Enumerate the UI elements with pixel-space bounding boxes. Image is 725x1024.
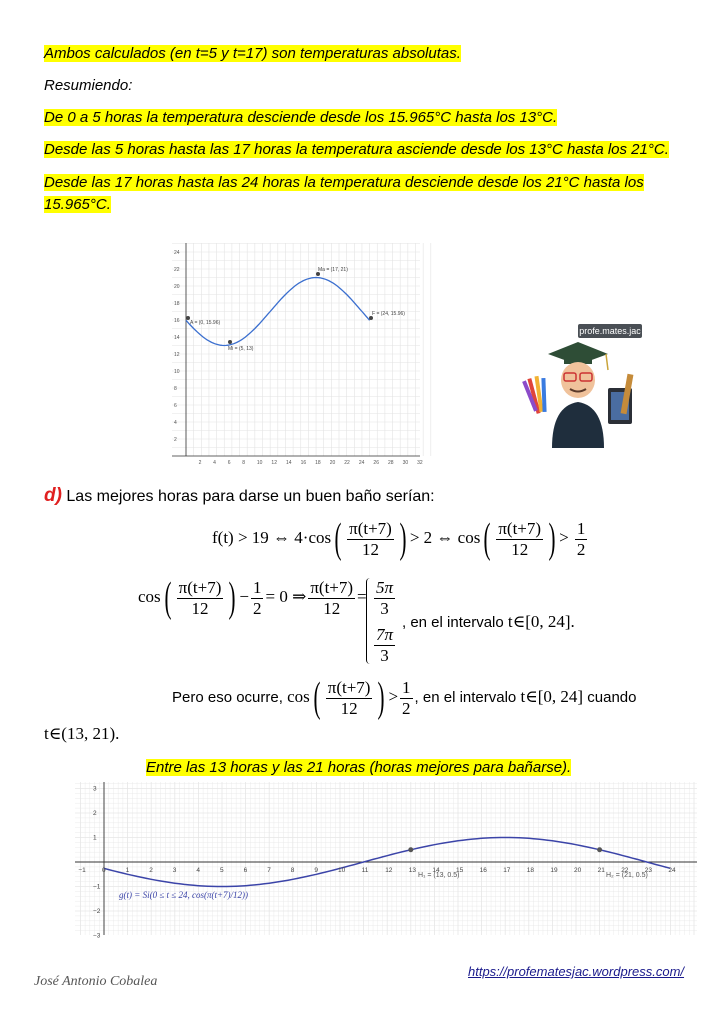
- eq3-interval: t∈[0, 24]: [520, 687, 584, 707]
- paragraph-1: Ambos calculados (en t=5 y t=17) son temperaturas absolutas.: [44, 45, 461, 62]
- y-tick-label: 24: [174, 250, 180, 256]
- label-h2: H₂ = (21, 0.5): [606, 872, 648, 879]
- y-tick-label: −2: [93, 908, 101, 915]
- x-tick-label: 19: [550, 867, 558, 874]
- point-h1: [408, 847, 413, 852]
- x-tick-label: 14: [286, 460, 292, 466]
- section-d-intro: [44, 485, 435, 508]
- eq2-half-num: 1: [252, 577, 262, 597]
- y-tick-label: 18: [174, 301, 180, 307]
- x-tick-label: 12: [271, 460, 277, 466]
- x-tick-label: 4: [196, 867, 201, 874]
- paragraph-4: Desde las 5 horas hasta las 17 horas la temperatura asciende desde los 13°C hasta los 21°C.: [44, 141, 669, 158]
- x-tick-label: 13: [408, 867, 417, 874]
- x-tick-label: 8: [290, 867, 295, 874]
- point-mi: [228, 340, 232, 344]
- eq3-frac-den: 12: [340, 698, 358, 718]
- profe-logo: [520, 318, 648, 453]
- eq2-eq: =: [357, 586, 367, 606]
- footer-author: José Antonio Cobalea: [34, 974, 158, 989]
- eq3-cos: cos: [287, 687, 310, 707]
- x-tick-label: 23: [644, 867, 653, 874]
- y-tick-label: 4: [174, 420, 177, 426]
- sol1-num: 5π: [376, 578, 394, 597]
- avatar-face: [561, 362, 595, 398]
- y-tick-label: 8: [174, 386, 177, 392]
- eq1-frac-num: π(t+7): [349, 518, 392, 538]
- x-tick-label: 6: [227, 460, 231, 466]
- x-tick-label: 4: [213, 460, 216, 466]
- eq1-rhs: >: [559, 527, 573, 547]
- eq3-line2: t∈(13, 21).: [44, 724, 120, 743]
- label-a: A = (0, 15.96): [190, 320, 221, 326]
- eq2-brace: [366, 578, 370, 664]
- eq2-half-den: 2: [252, 598, 262, 618]
- eq2-frac-num: π(t+7): [178, 577, 222, 597]
- eq2-frac2-num: π(t+7): [310, 577, 354, 597]
- eq1-frac2-num: π(t+7): [498, 518, 542, 538]
- eq1-half-den: 2: [576, 539, 586, 559]
- temperature-graph: [172, 243, 423, 478]
- x-tick-label: 10: [256, 460, 263, 466]
- label-h1: H₁ = (13, 0.5): [418, 872, 460, 879]
- eq2-cos: cos: [138, 586, 161, 606]
- sol1-den: 3: [380, 599, 389, 618]
- y-tick-label: 20: [174, 284, 180, 290]
- eq2-tail-text: , en el intervalo: [402, 614, 508, 631]
- y-tick-label: 22: [174, 267, 180, 273]
- x-tick-label: 15: [456, 867, 464, 874]
- eq3-gt: >: [388, 687, 399, 707]
- y-tick-label: −3: [93, 932, 101, 940]
- x-tick-label: 32: [417, 460, 423, 466]
- conclusion-text: Entre las 13 horas y las 21 horas (horas mejores para bañarse).: [146, 759, 572, 776]
- x-tick-label: 16: [300, 460, 307, 466]
- x-tick-label: 17: [503, 867, 511, 874]
- eq2-interval: t∈[0, 24].: [507, 612, 575, 631]
- x-tick-label: 24: [358, 460, 365, 466]
- y-tick-label: 1: [93, 834, 97, 842]
- x-tick-label: 6: [243, 867, 248, 874]
- function-formula: g(t) = Si(0 ≤ t ≤ 24, cos(π(t+7)/12)): [119, 890, 249, 900]
- x-tick-label: −1: [78, 867, 86, 874]
- x-tick-label: 0: [102, 867, 106, 874]
- x-tick-label: 7: [267, 867, 271, 874]
- eq3-text3: cuando: [583, 689, 637, 707]
- x-tick-label: 18: [315, 460, 321, 466]
- eq1-mid: > 2 ⇔ cos: [409, 527, 481, 547]
- paragraph-2: Resumiendo:: [44, 77, 133, 94]
- cosine-graph: [75, 780, 697, 938]
- eq2-eq0: = 0 ⇒: [265, 586, 307, 606]
- x-tick-label: 22: [344, 460, 350, 466]
- eq3-lead: Pero eso ocurre,: [172, 689, 288, 707]
- x-tick-label: 12: [385, 867, 393, 874]
- x-tick-label: 20: [329, 460, 336, 466]
- x-tick-label: 28: [388, 460, 394, 466]
- x-tick-label: 2: [149, 867, 153, 874]
- x-tick-label: 10: [338, 867, 346, 874]
- point-h2: [597, 847, 602, 852]
- x-tick-label: 2: [198, 460, 202, 466]
- x-tick-label: 5: [220, 867, 224, 874]
- equation-3: Pero eso ocurre, cos( $\frac{\pi(t+7)}{12}$ ) > $\frac{1}{2}$ , en el intervalo t∈[0, 24] cuando: [172, 675, 637, 721]
- x-tick-label: 16: [479, 867, 487, 874]
- eq3-half-den: 2: [402, 698, 411, 718]
- x-tick-label: 9: [314, 867, 319, 874]
- eq2-frac2-den: 12: [323, 598, 341, 618]
- eq1-frac2-den: 12: [511, 539, 529, 559]
- x-tick-label: 30: [402, 460, 409, 466]
- paragraph-3: De 0 a 5 horas la temperatura desciende desde los 15.965°C hasta los 13°C.: [44, 109, 558, 126]
- x-tick-label: 21: [597, 867, 605, 874]
- x-tick-label: 11: [361, 867, 369, 874]
- eq1-lhs: f(t) > 19 ⇔ 4·cos: [212, 527, 332, 547]
- section-letter: d): [44, 485, 62, 506]
- y-tick-label: 14: [174, 335, 180, 341]
- y-tick-label: 2: [174, 437, 177, 443]
- y-tick-label: −1: [93, 883, 101, 891]
- sol2-den: 3: [380, 646, 389, 665]
- eq2-tail: [402, 612, 575, 632]
- eq2-frac-den: 12: [191, 598, 209, 618]
- x-tick-label: 18: [526, 867, 535, 874]
- y-tick-label: 6: [174, 403, 177, 409]
- label-mi: Mi = (5, 13): [228, 346, 254, 352]
- logo-label: profe.mates.jac: [579, 326, 641, 336]
- eq1-half-num: 1: [576, 518, 586, 538]
- y-tick-label: 10: [174, 369, 180, 375]
- y-tick-label: 3: [93, 785, 97, 793]
- eq3-text2: , en el intervalo: [414, 689, 521, 707]
- sol2-num: 7π: [376, 625, 394, 644]
- y-tick-label: 2: [93, 810, 97, 817]
- label-f: F = (24, 15.96): [372, 311, 405, 317]
- y-tick-label: 16: [174, 318, 180, 324]
- footer-link[interactable]: https://profematesjac.wordpress.com/: [468, 964, 685, 979]
- x-tick-label: 24: [668, 867, 676, 874]
- x-tick-label: 22: [621, 867, 629, 874]
- eq3-frac-num: π(t+7): [327, 677, 371, 697]
- equation-2: cos( $\frac{\pi(t+7)}{12}$ ) − $\frac{1}{2}$ = 0 ⇒ $\frac{\pi(t+7)}{12}$ =: [138, 575, 367, 621]
- paragraph-5: Desde las 17 horas hasta las 24 horas la temperatura desciende desde los 21°C hasta los 15.965°C.: [44, 174, 644, 213]
- eq1-frac-den: 12: [361, 539, 379, 559]
- x-tick-label: 8: [242, 460, 246, 466]
- equation-1: f(t) > 19 ⇔ 4·cos( $\frac{\pi(t+7)}{12}$ ) > 2 ⇔ cos( $\frac{\pi(t+7)}{12}$ ) > $\frac{1}{2}$: [212, 516, 586, 562]
- x-tick-label: 3: [172, 867, 177, 874]
- eq2-minus: −: [239, 586, 249, 606]
- y-tick-label: 12: [174, 352, 180, 358]
- x-tick-label: 20: [574, 867, 582, 874]
- x-tick-label: 26: [373, 460, 379, 466]
- x-tick-label: 14: [432, 867, 440, 874]
- eq2-solutions: [372, 578, 397, 666]
- eq3-half-num: 1: [402, 677, 411, 697]
- conclusion: [146, 757, 571, 779]
- section-d-text: Las mejores horas para darse un buen baño serían:: [66, 488, 435, 505]
- x-tick-label: 1: [125, 867, 130, 874]
- label-ma: Ma = (17, 21): [318, 267, 348, 273]
